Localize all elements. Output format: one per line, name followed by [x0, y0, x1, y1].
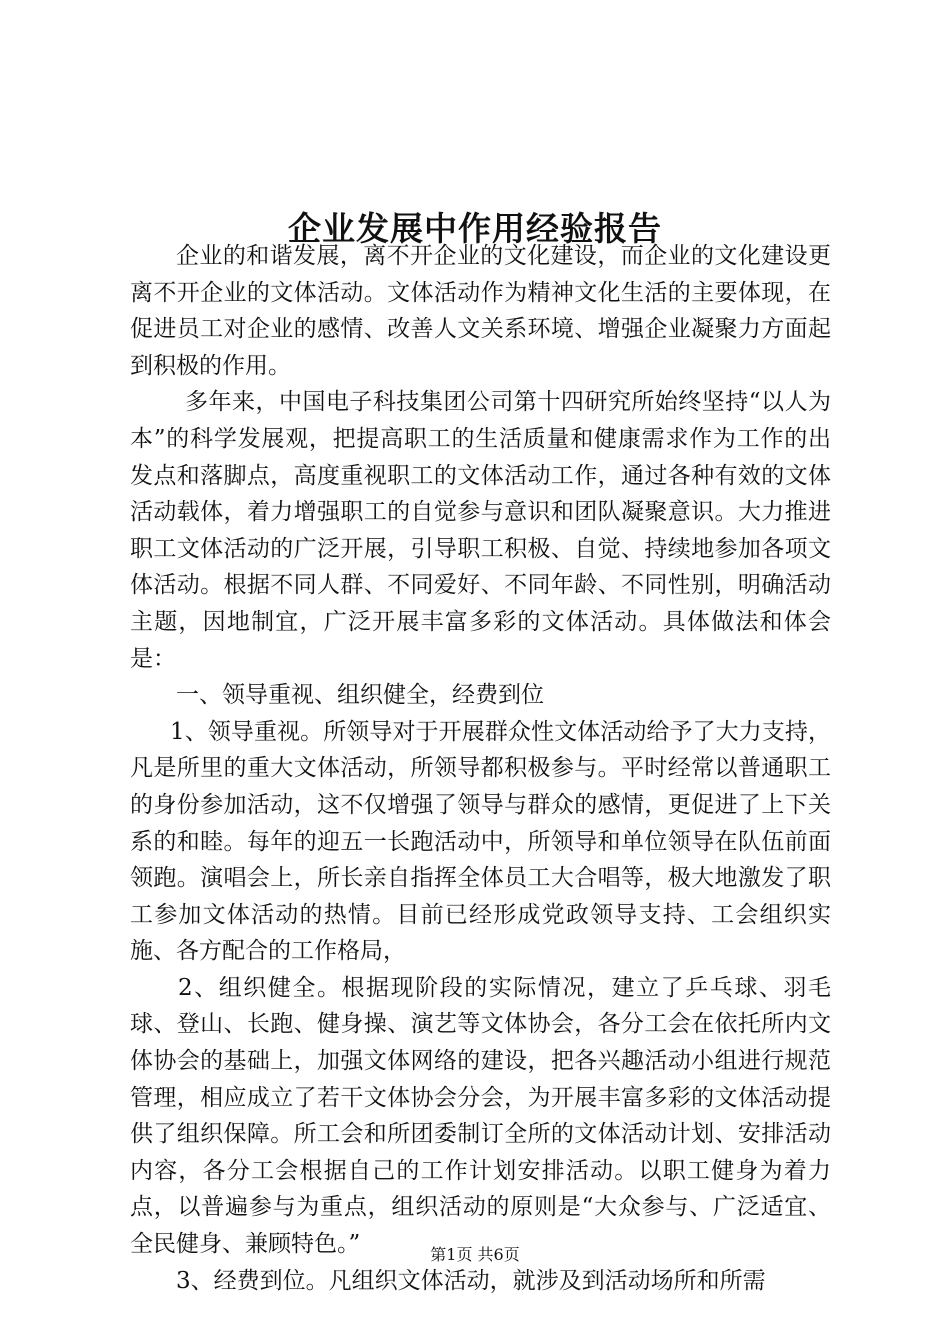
document-body [130, 238, 831, 1299]
paragraph-intro: 企业的和谐发展，离不开企业的文化建设，而企业的文化建设更离不开企业的文体活动。文体活动作为精神文化生活的主要体现，在促进员工对企业的感情、改善人文关系环境、增强企业凝聚力方面起到积极的作用。 [130, 243, 831, 379]
paragraph-funding: 3、经费到位。凡组织文体活动，就涉及到活动场所和所需 [176, 1267, 766, 1294]
paragraph-leadership: 1、领导重视。所领导对于开展群众性文体活动给予了大力支持，凡是所里的重大文体活动，所领导都积极参与。平时经常以普通职工的身份参加活动，这不仅增强了领导与群众的感情，更促进了上下关系的和睦。每年的迎五一长跑活动中，所领导和单位领导在队伍前面领跑。演唱会上，所长亲自指挥全体员工大合唱等，极大地激发了职工参加文体活动的热情。目前已经形成党政领导支持、工会组织实施、各方配合的工作格局， [130, 718, 831, 965]
page-number-footer: 第1页 共6页 [430, 1245, 520, 1264]
section-heading-1: 一、领导重视、组织健全，经费到位 [176, 682, 544, 709]
paragraph-background: 多年来，中国电子科技集团公司第十四研究所始终坚持“以人为本”的科学发展观，把提高职工的生活质量和健康需求作为工作的出发点和落脚点，高度重视职工的文体活动工作，通过各种有效的文体活动载体，着力增强职工的自觉参与意识和团队凝聚意识。大力推进职工文体活动的广泛开展，引导职工积极、自觉、持续地参加各项文体活动。根据不同人群、不同爱好、不同年龄、不同性别，明确活动主题，因地制宜，广泛开展丰富多彩的文体活动。具体做法和体会是： [130, 389, 831, 672]
paragraph-organization: 2、组织健全。根据现阶段的实际情况，建立了乒乓球、羽毛球、登山、长跑、健身操、演艺等文体协会，各分工会在依托所内文体协会的基础上，加强文体网络的建设，把各兴趣活动小组进行规范管理，相应成立了若干文体协会分会，为开展丰富多彩的文体活动提供了组织保障。所工会和所团委制订全所的文体活动计划、安排活动内容，各分工会根据自己的工作计划安排活动。以职工健身为着力点，以普遍参与为重点，组织活动的原则是“大众参与、广泛适宜、全民健身、兼顾特色。” [130, 974, 831, 1258]
document-title: 企业发展中作用经验报告 [288, 209, 662, 249]
